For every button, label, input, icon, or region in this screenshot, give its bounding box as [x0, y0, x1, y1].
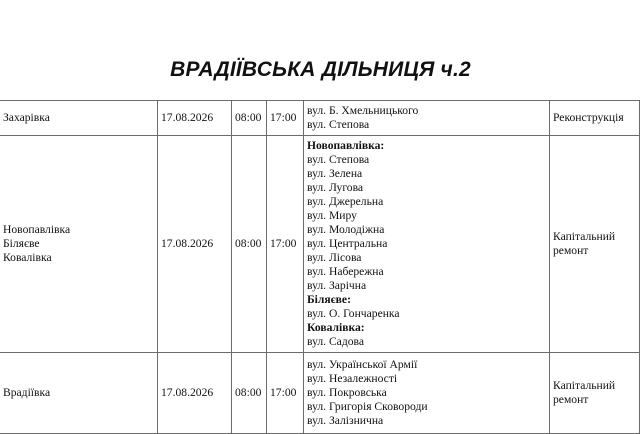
work-type-line: Реконструкція	[553, 111, 624, 124]
street-group-heading: Ковалівка:	[307, 321, 365, 334]
village-cell	[0, 136, 158, 353]
end-time-cell: 17:00	[267, 353, 304, 434]
start-time-cell: 08:00	[232, 136, 267, 353]
street-line: вул. Незалежності	[307, 372, 398, 385]
streets-cell	[304, 101, 550, 136]
date-cell: 17.08.2026	[158, 101, 232, 136]
end-time-cell: 17:00	[267, 101, 304, 136]
table-row	[0, 101, 640, 136]
outage-schedule-table	[0, 100, 640, 434]
street-line: вул. Зелена	[307, 167, 363, 180]
streets-cell	[304, 136, 550, 353]
street-line: вул. Лугова	[307, 181, 364, 194]
street-line: вул. Покровська	[307, 386, 387, 399]
date-cell: 17.08.2026	[158, 353, 232, 434]
village-cell	[0, 101, 158, 136]
table-row	[0, 353, 640, 434]
work-type-cell	[550, 136, 640, 353]
street-line: вул. Молодіжна	[307, 223, 385, 236]
streets-cell	[304, 353, 550, 434]
work-type-cell	[550, 353, 640, 434]
work-type-line: ремонт	[553, 393, 589, 406]
work-type-line: ремонт	[553, 244, 589, 257]
end-time-cell: 17:00	[267, 136, 304, 353]
street-line: вул. О. Гончаренка	[307, 307, 400, 320]
street-line: вул. Української Армії	[307, 358, 418, 371]
village-name: Врадіївка	[3, 386, 51, 399]
street-line: вул. Центральна	[307, 237, 388, 250]
street-line: вул. Зарічна	[307, 279, 367, 292]
street-line: вул. Б. Хмельницького	[307, 104, 419, 117]
table-row	[0, 136, 640, 353]
start-time-cell: 08:00	[232, 353, 267, 434]
page-title: ВРАДІЇВСЬКА ДІЛЬНИЦЯ ч.2	[170, 58, 471, 81]
work-type-line: Капітальний	[553, 379, 616, 392]
village-name: Захарівка	[3, 111, 50, 124]
street-group-heading: Біляєве:	[307, 293, 351, 306]
street-line: вул. Степова	[307, 153, 370, 166]
date-cell: 17.08.2026	[158, 136, 232, 353]
work-type-cell	[550, 101, 640, 136]
village-name: Ковалівка	[3, 251, 52, 264]
street-line: вул. Залізнична	[307, 414, 384, 427]
street-line: вул. Джерельна	[307, 195, 384, 208]
village-name: Новопавлівка	[3, 223, 71, 236]
street-line: вул. Степова	[307, 118, 370, 131]
start-time-cell: 08:00	[232, 101, 267, 136]
village-cell	[0, 353, 158, 434]
street-line: вул. Садова	[307, 335, 364, 348]
village-name: Біляєве	[3, 237, 40, 250]
street-line: вул. Миру	[307, 209, 357, 222]
street-line: вул. Лісова	[307, 251, 362, 264]
street-line: вул. Набережна	[307, 265, 384, 278]
street-group-heading: Новопавлівка:	[307, 139, 385, 152]
street-line: вул. Григорія Сковороди	[307, 400, 428, 413]
work-type-line: Капітальний	[553, 230, 616, 243]
